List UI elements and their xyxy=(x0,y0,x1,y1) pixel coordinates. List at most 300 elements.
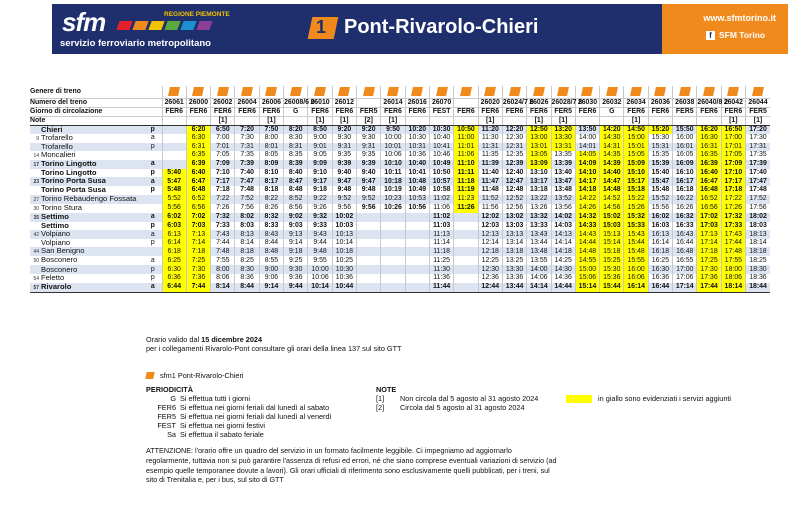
time-cell: 17:03 xyxy=(697,222,721,230)
day-code: FER6 xyxy=(527,107,551,116)
sfm1-icon xyxy=(145,372,154,379)
time-cell: 18:14 xyxy=(721,283,745,293)
time-cell: 7:03 xyxy=(186,222,210,230)
time-cell: 16:13 xyxy=(648,230,672,239)
time-cell: 16:26 xyxy=(673,204,697,213)
time-cell: 9:13 xyxy=(284,230,308,239)
note-code xyxy=(429,116,453,125)
time-cell: 9:30 xyxy=(357,134,381,143)
time-cell: 8:47 xyxy=(284,177,308,186)
time-cell: 7:17 xyxy=(211,177,235,186)
station-row xyxy=(30,230,770,239)
sfm1-train-icon xyxy=(436,87,448,96)
train-number: 26020 xyxy=(478,98,502,107)
time-cell: 15:00 xyxy=(624,134,648,143)
time-cell: 11:02 xyxy=(429,195,453,204)
time-cell: 10:41 xyxy=(405,169,429,177)
time-cell: 11:25 xyxy=(429,256,453,265)
time-cell xyxy=(454,265,478,273)
note-text: Circola dal 5 agosto al 31 agosto 2024 xyxy=(400,403,525,412)
time-cell: 6:02 xyxy=(162,213,186,222)
time-cell: 16:22 xyxy=(673,195,697,204)
time-cell: 16:14 xyxy=(648,239,672,247)
time-cell: 14:18 xyxy=(575,186,599,194)
time-cell: 8:56 xyxy=(284,204,308,213)
time-cell: 18:25 xyxy=(746,256,770,265)
time-cell: 17:09 xyxy=(721,160,745,169)
time-cell: 15:18 xyxy=(624,186,648,194)
periodicity-item xyxy=(146,430,332,439)
time-cell: 18:00 xyxy=(721,265,745,273)
time-cell: 8:33 xyxy=(259,222,283,230)
time-cell: 10:49 xyxy=(429,160,453,169)
time-cell: 14:09 xyxy=(575,160,599,169)
time-cell: 12:52 xyxy=(502,195,526,204)
time-cell: 7:26 xyxy=(211,204,235,213)
time-cell: 10:00 xyxy=(381,134,405,143)
time-cell: 7:20 xyxy=(235,125,259,134)
train-type-cell xyxy=(648,86,672,98)
time-cell: 16:40 xyxy=(697,169,721,177)
time-cell: 9:48 xyxy=(308,247,332,256)
time-cell: 13:30 xyxy=(551,134,575,143)
time-cell: 13:18 xyxy=(502,247,526,256)
sfm1-train-icon xyxy=(241,87,253,96)
time-cell: 17:14 xyxy=(697,239,721,247)
time-cell: 10:49 xyxy=(405,186,429,194)
time-cell: 16:18 xyxy=(673,186,697,194)
time-cell: 9:05 xyxy=(308,151,332,160)
time-cell: 15:50 xyxy=(673,125,697,134)
arrival-departure-flag xyxy=(144,195,162,204)
time-cell: 18:13 xyxy=(746,230,770,239)
sfm-line-label: sfm1 Pont-Rivarolo-Chieri xyxy=(160,371,244,380)
time-cell: 17:01 xyxy=(721,143,745,151)
day-code: FER6 xyxy=(721,107,745,116)
time-cell: 14:52 xyxy=(600,195,624,204)
time-cell: 10:02 xyxy=(332,213,356,222)
station-row xyxy=(30,256,770,265)
train-number: 26000 xyxy=(186,98,210,107)
time-cell: 16:36 xyxy=(648,274,672,283)
time-cell: 6:20 xyxy=(186,125,210,134)
train-number: 26024/7 6 xyxy=(502,98,534,106)
sfm1-train-icon xyxy=(290,87,302,96)
sfm1-train-icon xyxy=(387,87,399,96)
time-cell: 9:01 xyxy=(308,143,332,151)
time-cell: 6:14 xyxy=(162,239,186,247)
time-cell: 16:18 xyxy=(648,247,672,256)
time-cell: 16:14 xyxy=(624,283,648,293)
arrival-departure-flag xyxy=(144,151,162,160)
time-cell: 16:06 xyxy=(624,274,648,283)
station-row xyxy=(30,265,770,273)
time-cell: 16:02 xyxy=(648,213,672,222)
time-cell: 17:00 xyxy=(673,265,697,273)
arrival-departure-flag: p xyxy=(144,265,162,273)
train-type-cell xyxy=(162,86,186,98)
arrival-departure-flag: p xyxy=(150,169,155,177)
time-cell: 11:14 xyxy=(429,239,453,247)
time-cell: 17:10 xyxy=(721,169,745,177)
time-cell: 13:48 xyxy=(551,186,575,194)
time-cell: 15:33 xyxy=(624,222,648,230)
time-cell xyxy=(405,230,429,239)
time-cell: 17:31 xyxy=(746,143,770,151)
day-code: FEST xyxy=(429,107,453,116)
time-cell: 10:50 xyxy=(454,125,478,134)
station-name: Chieri xyxy=(41,124,63,134)
train-number-row xyxy=(30,98,770,107)
station-row xyxy=(30,213,770,222)
time-cell: 16:48 xyxy=(673,247,697,256)
time-cell: 13:43 xyxy=(527,230,551,239)
station-name: Torino Lingotto xyxy=(41,168,97,178)
time-cell: 15:25 xyxy=(600,256,624,265)
day-code: G xyxy=(284,107,308,116)
time-cell: 12:18 xyxy=(478,247,502,256)
sfm1-train-icon xyxy=(314,87,326,96)
time-cell xyxy=(381,247,405,256)
time-cell: 12:50 xyxy=(527,125,551,134)
time-cell: 16:44 xyxy=(648,283,672,293)
time-cell: 16:43 xyxy=(673,230,697,239)
time-cell: 5:40 xyxy=(162,169,186,177)
time-cell: 16:30 xyxy=(697,134,721,143)
day-code: FER5 xyxy=(551,107,575,116)
validity-line xyxy=(146,335,766,344)
station-row xyxy=(30,186,770,194)
time-cell: 7:01 xyxy=(211,143,235,151)
time-cell: 13:30 xyxy=(502,265,526,273)
time-cell xyxy=(405,265,429,273)
time-cell: 14:33 xyxy=(575,222,599,230)
validity-date: 15 dicembre 2024 xyxy=(201,335,263,344)
sfm1-train-icon xyxy=(630,87,642,96)
arrival-departure-flag: a xyxy=(144,283,162,293)
time-cell: 10:18 xyxy=(332,247,356,256)
time-cell xyxy=(357,283,381,293)
time-cell: 17:52 xyxy=(746,195,770,204)
time-cell: 7:50 xyxy=(259,125,283,134)
time-cell: 8:09 xyxy=(259,160,283,169)
time-cell: 12:31 xyxy=(502,143,526,151)
footer xyxy=(146,335,766,485)
time-cell: 17:35 xyxy=(746,151,770,160)
arrival-departure-flag: p xyxy=(150,186,155,194)
time-cell: 15:31 xyxy=(648,143,672,151)
time-cell: 10:14 xyxy=(308,283,332,293)
time-cell: 6:39 xyxy=(186,160,210,169)
attention-disclaimer: ATTENZIONE: l'orario offre un quadro del servizio in un formato facilmente leggibile. Ci impegniamo ad aggiornarlo regolarmente, tuttavia non si può garantire l'assenza di refusi ed errori, né che siano comprese eventuali variazioni di servizio (ad esempio quelle temporanee dovute a lavori). Gli orari ufficiali di riferimento sono esclusivamente quelli pubblicati, per i treni, sul sito di Trenitalia e, per i bus, sul sito di GTT xyxy=(146,446,557,485)
time-cell: 8:52 xyxy=(284,195,308,204)
time-cell: 16:39 xyxy=(697,160,721,169)
time-cell: 8:48 xyxy=(259,247,283,256)
time-cell: 8:02 xyxy=(235,213,259,222)
time-cell: 9:39 xyxy=(332,160,356,169)
station-row xyxy=(30,274,770,283)
time-cell: 17:26 xyxy=(721,204,745,213)
station-row xyxy=(30,143,770,151)
station-km: 57 xyxy=(33,284,39,291)
time-cell: 17:36 xyxy=(697,274,721,283)
time-cell: 6:36 xyxy=(162,274,186,283)
highlight-legend-text: in giallo sono evidenziati i servizi aggiunti xyxy=(598,394,732,403)
time-cell: 13:13 xyxy=(502,230,526,239)
arrival-departure-flag: a xyxy=(144,213,162,222)
day-code: FER6 xyxy=(186,107,210,116)
time-cell: 8:18 xyxy=(259,186,283,194)
time-cell: 14:32 xyxy=(575,213,599,222)
arrival-departure-flag: a xyxy=(150,256,155,264)
time-cell: 17:55 xyxy=(721,256,745,265)
time-cell: 13:36 xyxy=(502,274,526,283)
time-cell: 8:00 xyxy=(259,134,283,143)
train-type-cell xyxy=(211,86,235,98)
time-cell xyxy=(162,134,186,143)
time-cell xyxy=(381,239,405,247)
station-row xyxy=(30,169,770,177)
time-cell: 16:03 xyxy=(648,222,672,230)
time-cell: 12:02 xyxy=(478,213,502,222)
time-cell: 13:00 xyxy=(527,134,551,143)
time-cell: 16:44 xyxy=(673,239,697,247)
station-name: Rivarolo xyxy=(41,281,72,291)
train-type-cell xyxy=(551,86,575,98)
time-cell: 14:00 xyxy=(527,265,551,273)
time-cell: 17:44 xyxy=(697,283,721,293)
station-name: Moncalieri xyxy=(41,149,76,159)
train-number: 26002 xyxy=(211,98,235,107)
day-code: FER6 xyxy=(575,107,599,116)
time-cell: 11:52 xyxy=(478,195,502,204)
train-number: 26070 xyxy=(429,98,453,107)
time-cell: 6:25 xyxy=(162,256,186,265)
time-cell: 7:31 xyxy=(235,143,259,151)
time-cell: 9:47 xyxy=(332,177,356,186)
note-code: [1] xyxy=(211,116,235,125)
periodicity-text: Si effettua il sabato feriale xyxy=(180,430,264,439)
time-cell: 17:47 xyxy=(746,177,770,186)
time-cell: 15:43 xyxy=(624,230,648,239)
time-cell: 10:11 xyxy=(381,169,405,177)
time-cell: 12:20 xyxy=(502,125,526,134)
time-cell: 8:06 xyxy=(211,274,235,283)
time-cell: 12:14 xyxy=(478,239,502,247)
time-cell: 14:17 xyxy=(575,177,599,186)
periodicity-text: Si effettua nei giorni feriali dal lunedì al venerdì xyxy=(180,412,332,421)
notes-legend xyxy=(376,385,538,412)
train-number: 26030 xyxy=(575,98,599,107)
logo-stripe xyxy=(116,21,132,30)
time-cell: 7:25 xyxy=(186,256,210,265)
note-code xyxy=(235,116,259,125)
time-cell: 6:48 xyxy=(186,186,210,194)
train-number: 26042 xyxy=(721,98,745,107)
station-row xyxy=(30,151,770,160)
day-code: FER6 xyxy=(235,107,259,116)
time-cell: 10:20 xyxy=(405,125,429,134)
station-name: Bosconero xyxy=(41,264,78,274)
time-cell xyxy=(381,256,405,265)
train-type-cell xyxy=(357,86,381,98)
time-cell: 13:56 xyxy=(551,204,575,213)
train-type-cell xyxy=(235,86,259,98)
time-cell: 7:00 xyxy=(211,134,235,143)
time-cell: 12:44 xyxy=(478,283,502,293)
note-code xyxy=(405,116,429,125)
time-cell: 9:31 xyxy=(357,143,381,151)
time-cell: 7:48 xyxy=(211,247,235,256)
time-cell xyxy=(162,160,186,169)
logo-stripe xyxy=(164,21,180,30)
time-cell: 6:13 xyxy=(162,230,186,239)
time-cell: 7:44 xyxy=(186,283,210,293)
time-cell: 16:10 xyxy=(673,169,697,177)
time-cell: 13:31 xyxy=(551,143,575,151)
time-cell: 5:48 xyxy=(162,186,186,194)
time-cell: 12:36 xyxy=(478,274,502,283)
time-cell: 11:26 xyxy=(454,204,478,213)
time-cell: 11:13 xyxy=(429,230,453,239)
time-cell: 16:32 xyxy=(673,213,697,222)
time-cell: 11:02 xyxy=(429,213,453,222)
time-cell: 14:55 xyxy=(575,256,599,265)
pa-spacer xyxy=(144,116,162,125)
service-subtitle: servizio ferroviario metropolitano xyxy=(60,38,211,49)
time-cell: 9:48 xyxy=(332,186,356,194)
time-cell: 14:20 xyxy=(600,125,624,134)
time-cell: 8:30 xyxy=(284,134,308,143)
line-number: 1 xyxy=(316,17,327,37)
header-banner xyxy=(52,4,788,54)
time-cell: 11:31 xyxy=(478,143,502,151)
days-label: Giorno di circolazione xyxy=(30,107,144,116)
station-km: 35 xyxy=(33,214,39,221)
time-cell xyxy=(405,247,429,256)
time-cell: 12:56 xyxy=(502,204,526,213)
time-cell xyxy=(454,256,478,265)
day-code: FER6 xyxy=(697,107,721,116)
train-number: 26010 xyxy=(308,98,332,107)
time-cell: 7:02 xyxy=(186,213,210,222)
time-cell: 11:18 xyxy=(429,247,453,256)
sfm1-train-icon xyxy=(265,87,277,96)
station-km: 42 xyxy=(33,232,39,239)
time-cell: 10:40 xyxy=(429,134,453,143)
time-cell: 12:03 xyxy=(478,222,502,230)
time-cell: 14:05 xyxy=(575,151,599,160)
pa-spacer xyxy=(144,86,162,98)
day-code: FER6 xyxy=(332,107,356,116)
station-name: San Benigno xyxy=(41,246,85,256)
time-cell: 18:03 xyxy=(746,222,770,230)
note-code: [2] xyxy=(357,116,381,125)
note-code xyxy=(186,116,210,125)
time-cell: 16:56 xyxy=(697,204,721,213)
time-cell: 16:31 xyxy=(697,143,721,151)
note-code: [1] xyxy=(259,116,283,125)
time-cell: 16:01 xyxy=(673,143,697,151)
time-cell: 14:30 xyxy=(600,134,624,143)
train-number: 26028/7 8 xyxy=(551,98,583,106)
time-cell: 17:48 xyxy=(721,247,745,256)
station-km: 50 xyxy=(33,258,39,265)
time-cell: 15:55 xyxy=(624,256,648,265)
sfm1-train-icon xyxy=(363,87,375,96)
website-link[interactable]: www.sfmtorino.it xyxy=(703,13,776,23)
time-cell: 16:52 xyxy=(697,195,721,204)
time-cell: 7:56 xyxy=(235,204,259,213)
time-cell: 11:44 xyxy=(429,283,453,293)
train-type-cell xyxy=(381,86,405,98)
time-cell: 15:40 xyxy=(648,169,672,177)
day-code: FER6 xyxy=(624,107,648,116)
logo-stripe xyxy=(132,21,148,30)
periodicity-code: G xyxy=(170,394,176,403)
time-cell: 9:44 xyxy=(284,283,308,293)
time-cell: 16:17 xyxy=(673,177,697,186)
time-cell: 16:48 xyxy=(697,186,721,194)
time-cell: 14:22 xyxy=(575,195,599,204)
time-cell: 11:23 xyxy=(454,195,478,204)
time-cell: 11:06 xyxy=(429,204,453,213)
day-code: FER5 xyxy=(746,107,770,116)
note-code xyxy=(673,116,697,125)
time-cell: 11:01 xyxy=(454,143,478,151)
periodicity-title: PERIODICITÀ xyxy=(146,385,194,394)
time-cell: 9:22 xyxy=(308,195,332,204)
time-cell: 16:09 xyxy=(673,160,697,169)
facebook-link[interactable]: SFM Torino xyxy=(719,30,766,40)
time-cell: 14:03 xyxy=(551,222,575,230)
station-name: Bosconero xyxy=(41,255,78,265)
notes-title: NOTE xyxy=(376,385,397,394)
day-code: FER6 xyxy=(381,107,405,116)
time-cell: 17:25 xyxy=(697,256,721,265)
time-cell: 10:53 xyxy=(405,195,429,204)
arrival-departure-flag: p xyxy=(150,221,155,229)
station-row xyxy=(30,247,770,256)
time-cell: 13:50 xyxy=(575,125,599,134)
time-cell: 16:55 xyxy=(673,256,697,265)
time-cell: 6:40 xyxy=(186,169,210,177)
notes-label: Note xyxy=(30,116,144,125)
time-cell: 11:39 xyxy=(478,160,502,169)
time-cell: 9:30 xyxy=(284,265,308,273)
time-cell: 17:18 xyxy=(721,186,745,194)
time-cell: 9:30 xyxy=(332,134,356,143)
time-cell: 17:33 xyxy=(721,222,745,230)
day-code: G xyxy=(600,107,624,116)
time-cell: 17:44 xyxy=(721,239,745,247)
time-cell: 15:30 xyxy=(600,265,624,273)
arrival-departure-flag: p xyxy=(150,274,155,282)
day-code: FER6 xyxy=(259,107,283,116)
train-number: 26016 xyxy=(405,98,429,107)
time-cell: 16:50 xyxy=(721,125,745,134)
time-cell: 15:13 xyxy=(600,230,624,239)
station-row xyxy=(30,204,770,213)
time-cell xyxy=(454,230,478,239)
time-cell: 9:44 xyxy=(308,239,332,247)
time-cell: 9:31 xyxy=(332,143,356,151)
time-cell: 16:30 xyxy=(648,265,672,273)
station-km: 27 xyxy=(33,196,39,203)
train-type-cell xyxy=(478,86,502,98)
note-code: [1] xyxy=(527,116,551,125)
time-cell: 9:00 xyxy=(308,134,332,143)
